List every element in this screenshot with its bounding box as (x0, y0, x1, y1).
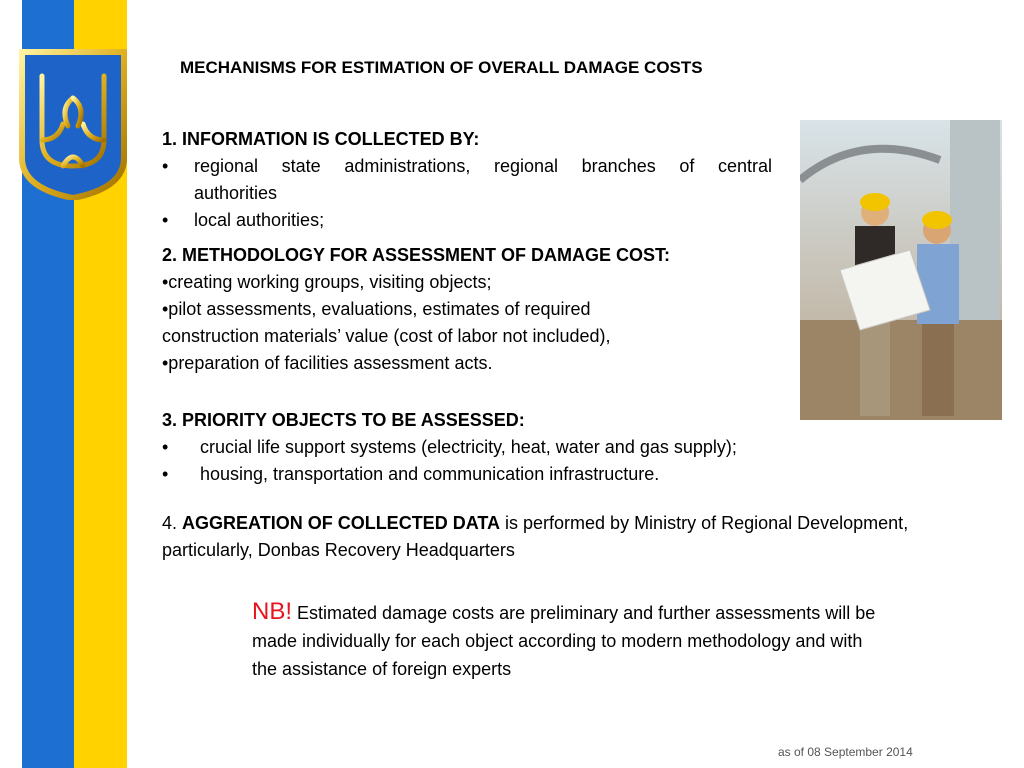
section-4 (162, 510, 1012, 564)
list-item-continuation: construction materials’ value (cost of labor not included), (162, 326, 611, 346)
list-item (162, 153, 774, 180)
nb-line (252, 598, 1012, 627)
nb-label: NB! (252, 598, 293, 625)
list-item-text: local authorities; (194, 210, 325, 230)
list-item: •creating working groups, visiting objects; (162, 272, 492, 292)
nb-line-3: the assistance of foreign experts (252, 659, 512, 679)
list-item-text: crucial life support systems (electricity, heat, water and gas supply); (200, 437, 737, 457)
nb-note (252, 598, 1012, 683)
trident-emblem-icon (18, 48, 128, 200)
date-footer: as of 08 September 2014 (778, 745, 913, 759)
section-2-heading: 2. METHODOLOGY FOR ASSESSMENT OF DAMAGE COST: (162, 245, 671, 265)
list-item (162, 207, 774, 234)
section-4-line-2: particularly, Donbas Recovery Headquarters (162, 540, 515, 560)
section-4-text: is performed by Ministry of Regional Development, (500, 513, 909, 533)
section-4-heading: AGGREATION OF COLLECTED DATA (182, 513, 501, 533)
section-3-heading: 3. PRIORITY OBJECTS TO BE ASSESSED: (162, 410, 525, 430)
page-title: MECHANISMS FOR ESTIMATION OF OVERALL DAMAGE COSTS (180, 58, 703, 77)
section-3 (162, 407, 842, 488)
bullet: • (162, 156, 169, 176)
list-item (162, 434, 842, 461)
list-item (162, 461, 842, 488)
list-item: •pilot assessments, evaluations, estimates of required (162, 299, 591, 319)
list-item: •preparation of facilities assessment acts. (162, 353, 493, 373)
section-1 (162, 126, 774, 234)
section-2 (162, 242, 782, 377)
bullet: • (162, 464, 169, 484)
list-item-text: regional state administrations, regional branches of central (194, 156, 772, 176)
nb-text: Estimated damage costs are preliminary and further assessments will be (292, 603, 876, 623)
section-4-line (162, 510, 1012, 537)
list-item-text: housing, transportation and communication infrastructure. (200, 464, 660, 484)
section-1-heading: 1. INFORMATION IS COLLECTED BY: (162, 129, 480, 149)
list-item-continuation: authorities (194, 183, 278, 203)
section-4-number: 4. (162, 513, 178, 533)
bullet: • (162, 437, 169, 457)
nb-line-2: made individually for each object according to modern methodology and with (252, 631, 863, 651)
engineers-photo (800, 120, 1002, 420)
bullet: • (162, 210, 169, 230)
